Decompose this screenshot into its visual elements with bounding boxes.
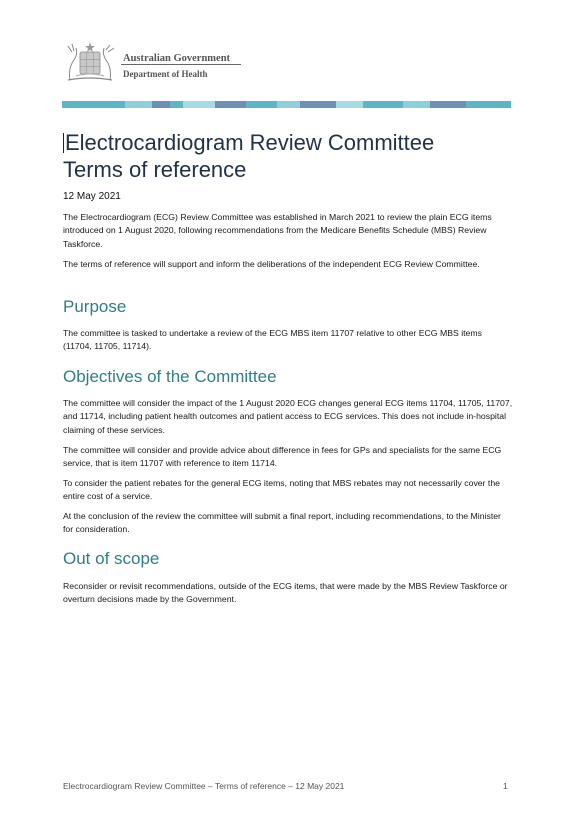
document-date: 12 May 2021 <box>63 191 121 202</box>
colour-band-segment <box>336 101 363 108</box>
department-name: Department of Health <box>123 69 208 79</box>
government-logo <box>62 40 262 86</box>
colour-band-segment <box>183 101 214 108</box>
out-of-scope-paragraph: Reconsider or revisit recommendations, outside of the ECG items, that were made by the MBS Review Taskforce or overturn decisions made by the Government. <box>63 581 508 605</box>
colour-band-segment <box>125 101 152 108</box>
colour-band-segment <box>62 101 125 108</box>
document-title <box>63 129 503 183</box>
title-line-2: Terms of reference <box>63 157 247 182</box>
colour-band <box>62 101 511 108</box>
objectives-paragraph-3: To consider the patient rebates for the general ECG items, noting that MBS rebates may not necessarily cover the entire cost of a service. <box>63 478 501 502</box>
title-line-1: Electrocardiogram Review Committee <box>65 130 435 155</box>
out-of-scope-heading: Out of scope <box>63 549 160 568</box>
colour-band-segment <box>170 101 183 108</box>
colour-band-segment <box>152 101 170 108</box>
colour-band-segment <box>430 101 466 108</box>
page-footer: Electrocardiogram Review Committee – Terms of reference – 12 May 2021 <box>63 781 345 791</box>
colour-band-segment <box>246 101 277 108</box>
intro-paragraph-2: The terms of reference will support and inform the deliberations of the independent ECG Review Committee. <box>63 259 480 269</box>
colour-band-segment <box>466 101 511 108</box>
purpose-heading: Purpose <box>63 297 127 316</box>
government-name: Australian Government <box>123 53 231 64</box>
colour-band-segment <box>363 101 403 108</box>
objectives-paragraph-1: The committee will consider the impact of the 1 August 2020 ECG changes general ECG items 11704, 11705, 11707, and 11714, including patient health outcomes and patient access to ECG services. This does not include in-hospital claiming of these services. <box>63 398 513 435</box>
purpose-paragraph: The committee is tasked to undertake a review of the ECG MBS item 11707 relative to other ECG MBS items (11704, 11705, 11714). <box>63 328 482 352</box>
coat-of-arms-icon <box>62 40 118 84</box>
colour-band-segment <box>403 101 430 108</box>
colour-band-segment <box>215 101 246 108</box>
colour-band-segment <box>277 101 299 108</box>
objectives-paragraph-4: At the conclusion of the review the committee will submit a final report, including recommendations, to the Minister for consideration. <box>63 511 501 535</box>
colour-band-segment <box>300 101 336 108</box>
objectives-heading: Objectives of the Committee <box>63 367 277 386</box>
intro-paragraph-1: The Electrocardiogram (ECG) Review Committee was established in March 2021 to review the plain ECG items introduced on 1 August 2020, following recommendations from the Medicare Benefits Schedule (MBS) Review Taskforce. <box>63 212 492 249</box>
page-number: 1 <box>503 781 508 791</box>
header-divider <box>121 64 241 65</box>
text-cursor <box>63 133 64 153</box>
objectives-paragraph-2: The committee will consider and provide advice about difference in fees for GPs and specialists for the same ECG service, that is item 11707 with reference to item 11714. <box>63 445 502 469</box>
